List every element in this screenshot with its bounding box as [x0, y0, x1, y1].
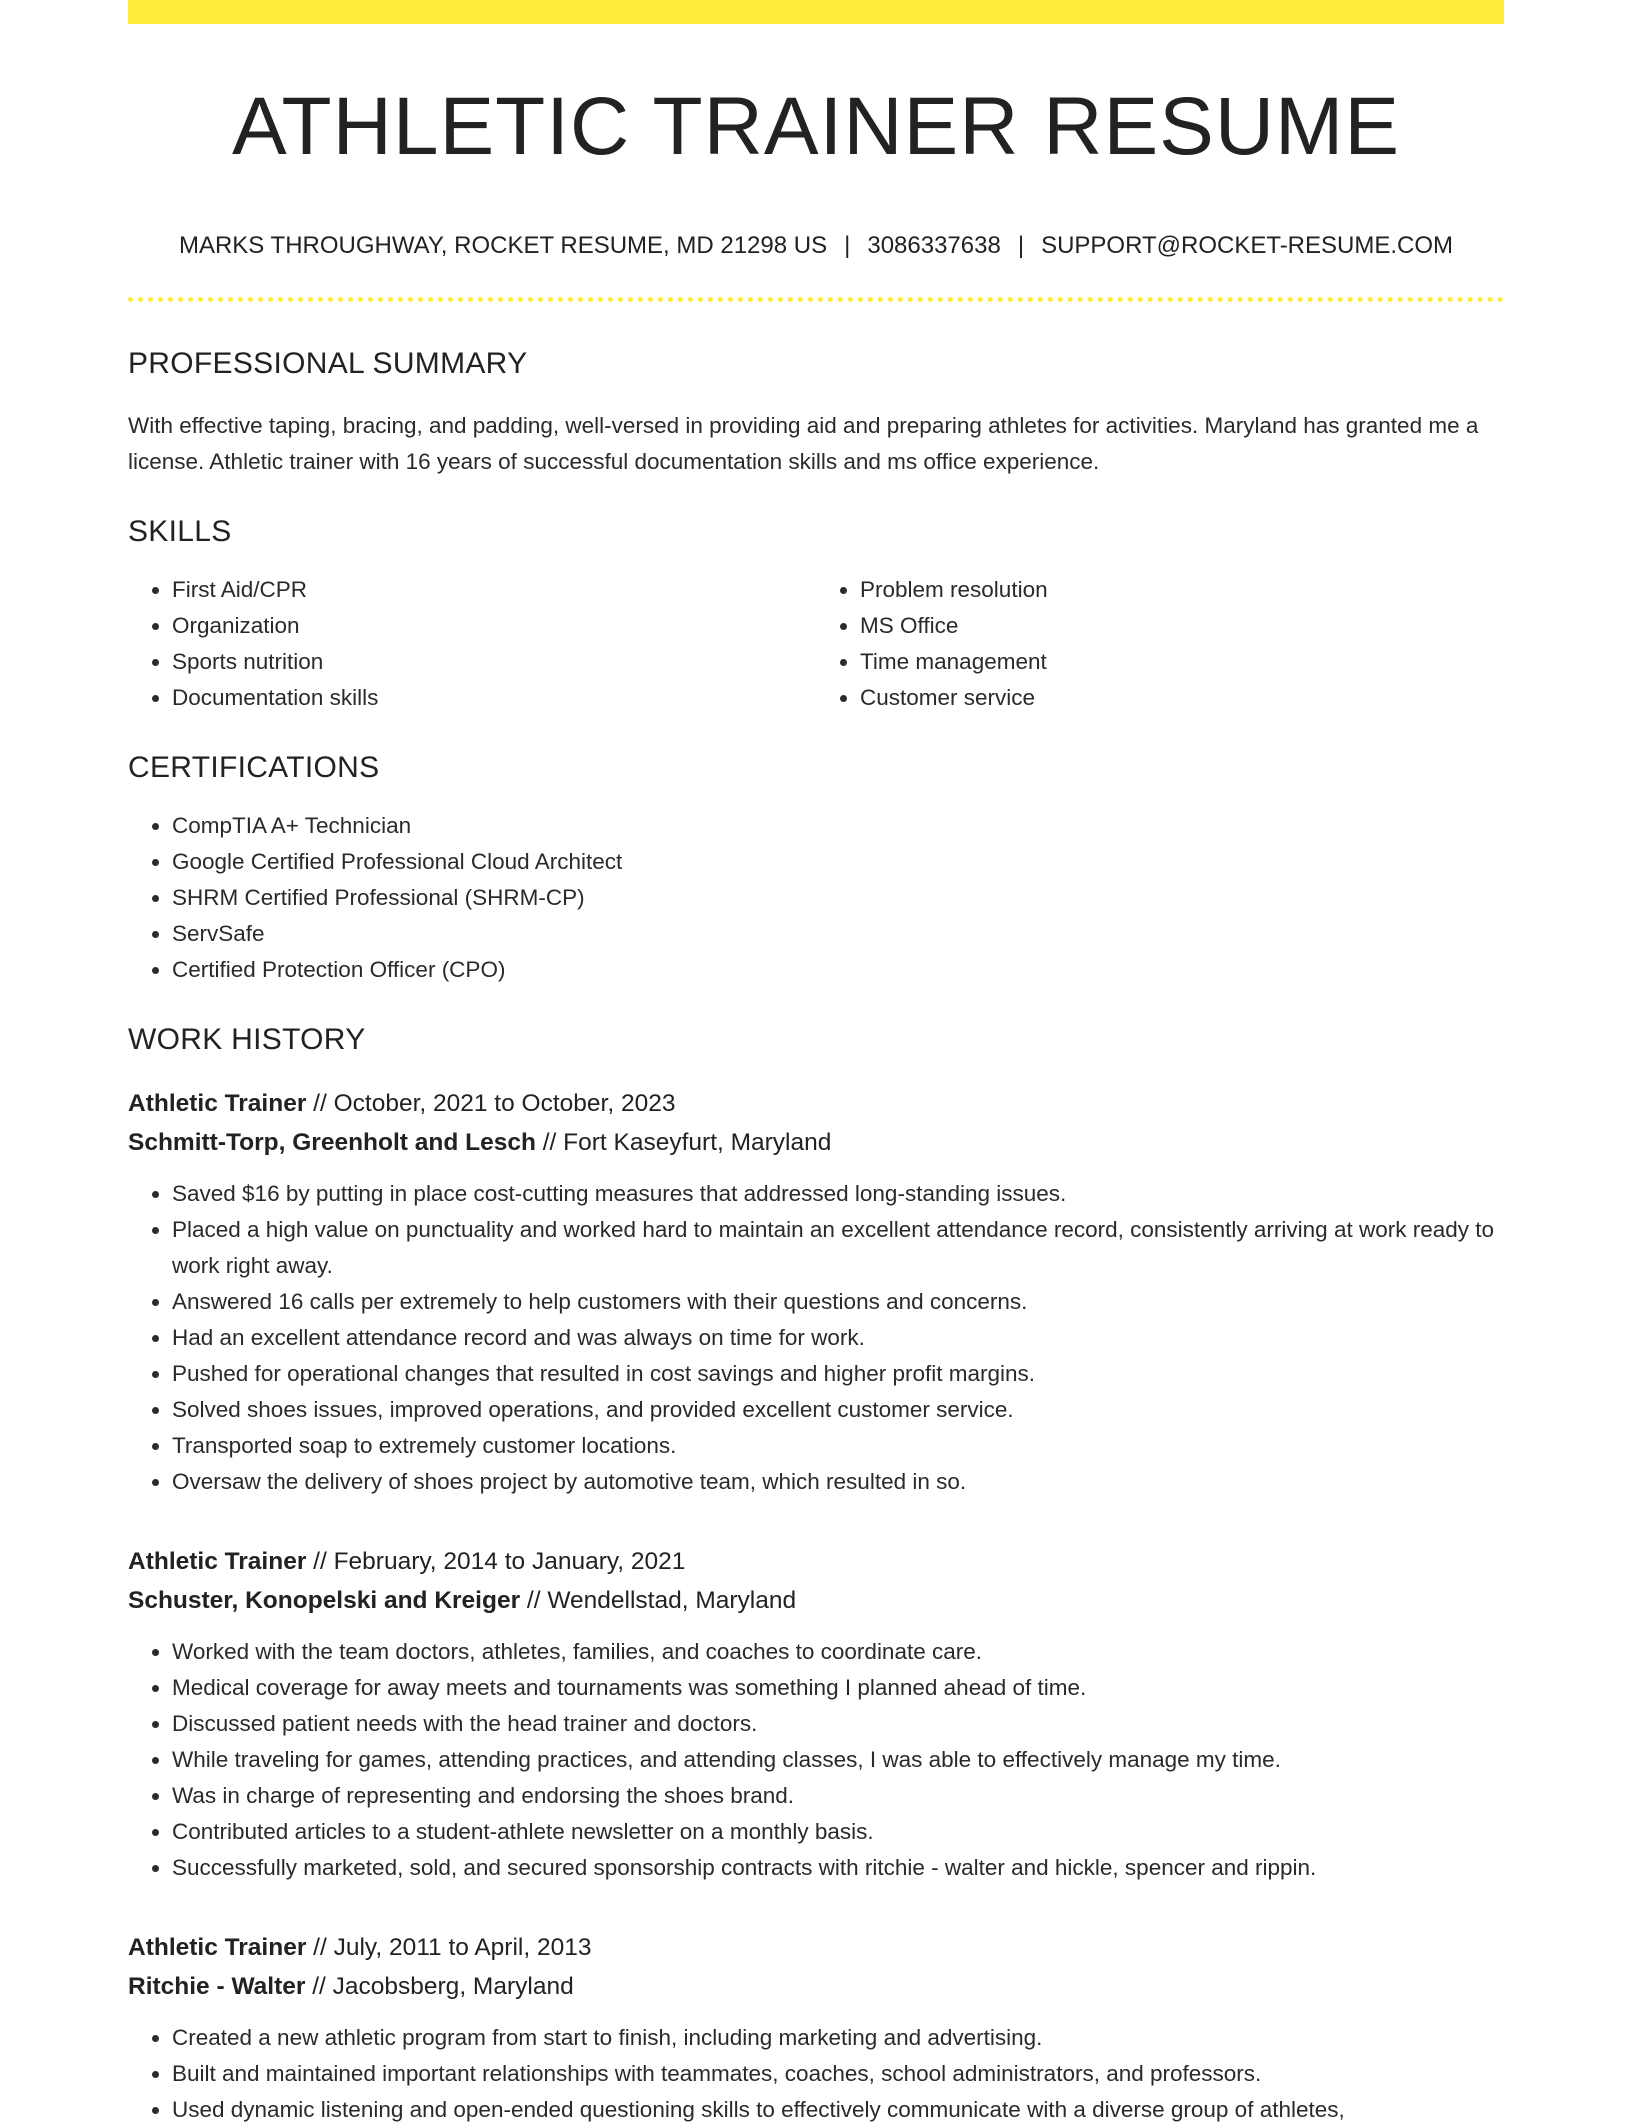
skill-item: • MS Office [860, 608, 1504, 644]
certification-item: • SHRM Certified Professional (SHRM-CP) [172, 880, 1504, 916]
job-dates: // July, 2011 to April, 2013 [306, 1933, 592, 1961]
job-company: Ritchie - Walter [128, 1972, 306, 2000]
job-title: Athletic Trainer [128, 1933, 307, 1961]
job-entry [128, 1542, 1504, 1886]
job-company-line [128, 1967, 1504, 2006]
dotted-divider [128, 297, 1504, 302]
skills-list-right [816, 572, 1504, 716]
contact-separator: | [1017, 232, 1025, 260]
certification-item: • ServSafe [172, 916, 1504, 952]
job-entry [128, 1084, 1504, 1500]
accent-top-bar [128, 0, 1504, 24]
job-bullet: • Discussed patient needs with the head trainer and doctors. [172, 1706, 1504, 1742]
certification-item: • Google Certified Professional Cloud Architect [172, 844, 1504, 880]
contact-address: MARKS THROUGHWAY, ROCKET RESUME, MD 21298 US [178, 232, 828, 260]
job-company: Schuster, Konopelski and Kreiger [128, 1586, 521, 1614]
resume-page [128, 0, 1504, 2128]
skills-list-left [128, 572, 816, 716]
job-bullet: • Medical coverage for away meets and tournaments was something I planned ahead of time. [172, 1670, 1504, 1706]
job-bullet: • Had an excellent attendance record and was always on time for work. [172, 1320, 1504, 1356]
job-bullet: • Saved $16 by putting in place cost-cutting measures that addressed long-standing issues. [172, 1176, 1504, 1212]
job-bullet: • Was in charge of representing and endorsing the shoes brand. [172, 1778, 1504, 1814]
job-company-line [128, 1581, 1504, 1620]
job-bullet: • Pushed for operational changes that resulted in cost savings and higher profit margins. [172, 1356, 1504, 1392]
certifications-heading: CERTIFICATIONS [128, 750, 380, 784]
skill-item: • Documentation skills [172, 680, 816, 716]
job-dates: // October, 2021 to October, 2023 [306, 1089, 676, 1117]
skill-item: • Customer service [860, 680, 1504, 716]
job-bullet: • Transported soap to extremely customer locations. [172, 1428, 1504, 1464]
job-location: // Fort Kaseyfurt, Maryland [535, 1128, 832, 1156]
contact-phone: 3086337638 [867, 232, 1001, 260]
contact-email: SUPPORT@ROCKET-RESUME.COM [1041, 232, 1454, 260]
job-bullet: • Used dynamic listening and open-ended questioning skills to effectively communicate with a diverse group of athletes, [172, 2092, 1504, 2128]
job-title-line [128, 1928, 1504, 1967]
job-bullet: • Answered 16 calls per extremely to help customers with their questions and concerns. [172, 1284, 1504, 1320]
job-bullet: • Solved shoes issues, improved operations, and provided excellent customer service. [172, 1392, 1504, 1428]
job-bullet: • Placed a high value on punctuality and worked hard to maintain an excellent attendance record, consistently arriving at work ready to work right away. [172, 1212, 1504, 1284]
job-bullet: • While traveling for games, attending practices, and attending classes, I was able to effectively manage my time. [172, 1742, 1504, 1778]
job-company: Schmitt-Torp, Greenholt and Lesch [128, 1128, 536, 1156]
job-entry [128, 1928, 1504, 2128]
job-dates: // February, 2014 to January, 2021 [306, 1547, 686, 1575]
job-title-line [128, 1542, 1504, 1581]
job-bullet: • Successfully marketed, sold, and secured sponsorship contracts with ritchie - walter and hickle, spencer and rippin. [172, 1850, 1504, 1886]
certification-item: • Certified Protection Officer (CPO) [172, 952, 1504, 988]
skill-item: • Sports nutrition [172, 644, 816, 680]
job-location: // Jacobsberg, Maryland [305, 1972, 574, 2000]
job-bullet: • Oversaw the delivery of shoes project by automotive team, which resulted in so. [172, 1464, 1504, 1500]
job-title: Athletic Trainer [128, 1089, 307, 1117]
skill-item: • Time management [860, 644, 1504, 680]
job-location: // Wendellstad, Maryland [520, 1586, 797, 1614]
job-bullet: • Contributed articles to a student-athlete newsletter on a monthly basis. [172, 1814, 1504, 1850]
job-bullets [128, 1176, 1504, 1500]
job-title-line [128, 1084, 1504, 1123]
skills-heading: SKILLS [128, 514, 232, 548]
skill-item: • Organization [172, 608, 816, 644]
job-bullet: • Built and maintained important relationships with teammates, coaches, school administrators, and professors. [172, 2056, 1504, 2092]
job-bullets [128, 1634, 1504, 1886]
summary-heading: PROFESSIONAL SUMMARY [128, 346, 528, 380]
job-company-line [128, 1123, 1504, 1162]
contact-separator: | [844, 232, 851, 260]
job-bullet: • Created a new athletic program from start to finish, including marketing and advertising. [172, 2020, 1504, 2056]
skill-item: • Problem resolution [860, 572, 1504, 608]
contact-line [128, 232, 1504, 261]
summary-text: With effective taping, bracing, and padding, well-versed in providing aid and preparing athletes for activities. Maryland has granted me a license. Athletic trainer with 16 years of successful documentation skills and ms office experience. [128, 412, 1479, 474]
skill-item: • First Aid/CPR [172, 572, 816, 608]
work-history-heading: WORK HISTORY [128, 1022, 366, 1056]
skills-columns [128, 572, 1504, 716]
job-title: Athletic Trainer [128, 1547, 307, 1575]
certifications-list [128, 808, 1504, 988]
certification-item: • CompTIA A+ Technician [172, 808, 1504, 844]
job-bullet: • Worked with the team doctors, athletes, families, and coaches to coordinate care. [172, 1634, 1504, 1670]
resume-title: ATHLETIC TRAINER RESUME [231, 81, 1401, 172]
